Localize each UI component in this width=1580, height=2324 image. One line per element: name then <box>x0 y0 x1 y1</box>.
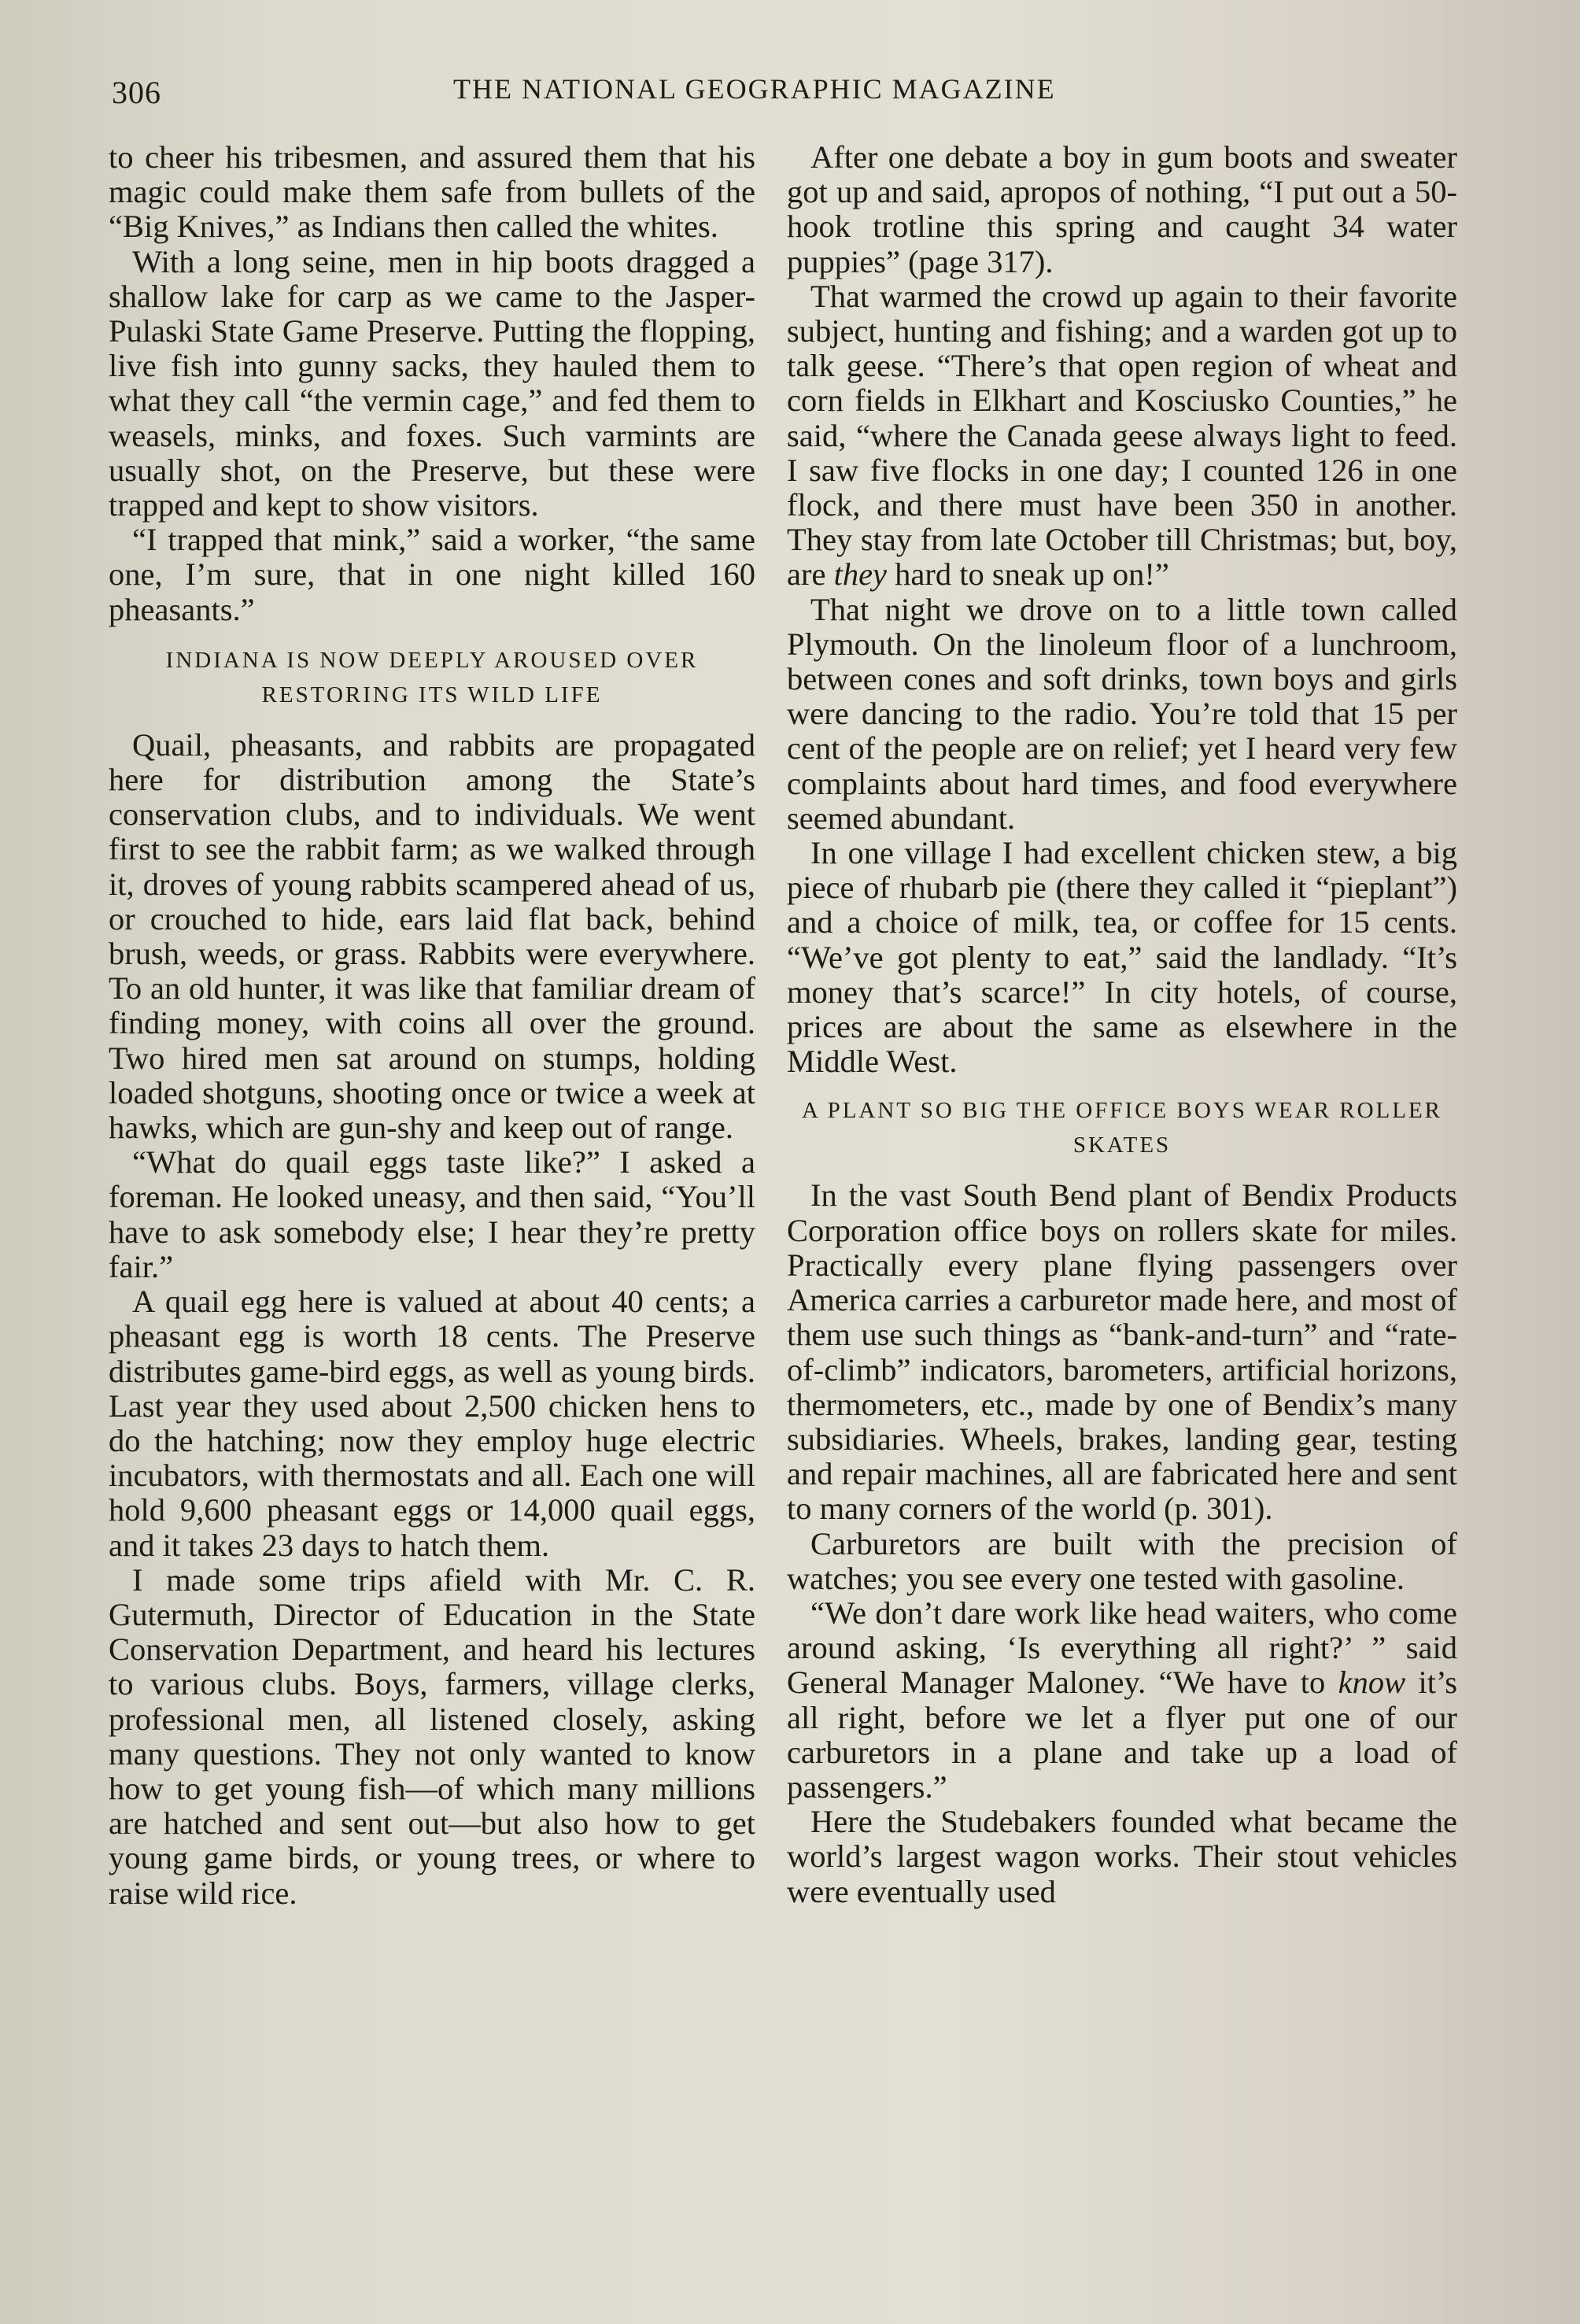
paragraph: to cheer his tribesmen, and assured them that his magic could make them safe from bullets of the “Big Knives,” as Indians then called the whites. <box>109 139 755 245</box>
paragraph-text: That warmed the crowd up again to their favorite subject, hunting and fishing; and a warden got up to talk geese. “There’s that open region of wheat and corn fields in Elkhart and Kosciusko Counties,” he said, “where the Canada geese always light to feed. I saw five flocks in one day; I counted 126 in one flock, and there must have been 350 in another. They stay from late October till Christmas; but, boy, are <box>787 278 1457 593</box>
paragraph <box>787 1596 1457 1805</box>
paragraph: Quail, pheasants, and rabbits are propagated here for distribution among the State’s conservation clubs, and to individuals. We went first to see the rabbit farm; as we walked through it, droves of young rabbits scampered ahead of us, or crouched to hide, ears laid flat back, behind brush, weeds, or grass. Rabbits were everywhere. To an old hunter, it was like that familiar dream of finding money, with coins all over the ground. Two hired men sat around on stumps, holding loaded shotguns, shooting once or twice a week at hawks, which are gun-shy and keep out of range. <box>109 726 755 1146</box>
paragraph: In one village I had excellent chicken stew, a big piece of rhubarb pie (there they called it “pieplant”) and a choice of milk, tea, or coffee for 15 cents. “We’ve got plenty to eat,” said the landlady. “It’s money that’s scarce!” In city hotels, of course, prices are about the same as elsewhere in the Middle West. <box>787 835 1457 1080</box>
left-column <box>109 140 755 1911</box>
right-column <box>787 140 1457 1909</box>
paragraph: Here the Studebakers founded what became the world’s largest wagon works. Their stout vehicles were eventually used <box>787 1804 1457 1909</box>
paragraph: Carburetors are built with the precision of watches; you see every one tested with gasoline. <box>787 1525 1457 1596</box>
page-number: 306 <box>112 75 161 110</box>
paragraph-text: “We don’t dare work like head waiters, who come around asking, ‘Is everything all right?’ ” said General Manager Maloney. “We have to <box>787 1594 1457 1701</box>
paragraph: “What do quail eggs taste like?” I asked a foreman. He looked uneasy, and then said, “You’ll have to ask somebody else; I hear they’re pretty fair.” <box>109 1144 755 1284</box>
emphasis: they <box>833 556 888 593</box>
paragraph <box>787 279 1457 593</box>
section-heading: A PLANT SO BIG THE OFFICE BOYS WEAR ROLLER SKATES <box>801 1098 1442 1158</box>
paragraph-text: hard to sneak up on!” <box>887 556 1169 593</box>
emphasis: know <box>1338 1664 1406 1701</box>
paragraph: A quail egg here is valued at about 40 cents; a pheasant egg is worth 18 cents. The Preserve distributes game-bird eggs, as well as young birds. Last year they used about 2,500 chicken hens to do the hatching; now they employ huge electric incubators, with thermostats and all. Each one will hold 9,600 pheasant eggs or 14,000 quail eggs, and it takes 23 days to hatch them. <box>109 1284 755 1563</box>
paragraph: After one debate a boy in gum boots and sweater got up and said, apropos of nothing, “I put out a 50-hook trotline this spring and caught 34 water puppies” (page 317). <box>787 139 1457 279</box>
paragraph: In the vast South Bend plant of Bendix Products Corporation office boys on rollers skate for miles. Practically every plane flying passengers over America carries a carburetor made here, and most of them use such things as “bank-and-turn” and “rate-of-climb” indicators, barometers, artificial horizons, thermometers, etc., made by one of Bendix’s many subsidiaries. Wheels, brakes, landing gear, testing and repair machines, all are fabricated here and sent to many corners of the world (p. 301). <box>787 1177 1457 1527</box>
paragraph: “I trapped that mink,” said a worker, “the same one, I’m sure, that in one night killed 160 pheasants.” <box>109 522 755 627</box>
paragraph-text: it’s all right, before we let a flyer put one of our carburetors in a plane and take up a load of passengers.” <box>787 1664 1457 1805</box>
running-title: THE NATIONAL GEOGRAPHIC MAGAZINE <box>453 73 1056 105</box>
paragraph: I made some trips afield with Mr. C. R. Gutermuth, Director of Education in the State Conservation Department, and heard his lectures to various clubs. Boys, farmers, village clerks, professional men, all listened closely, asking many questions. They not only wanted to know how to get young fish—of which many millions are hatched and sent out—but also how to get young game birds, or young trees, or where to raise wild rice. <box>109 1561 755 1911</box>
paragraph: With a long seine, men in hip boots dragged a shallow lake for carp as we came to the Jasper-Pulaski State Game Preserve. Putting the flopping, live fish into gunny sacks, they hauled them to what they call “the vermin cage,” and fed them to weasels, minks, and foxes. Such varmints are usually shot, on the Preserve, but these were trapped and kept to show visitors. <box>109 243 755 523</box>
section-heading: INDIANA IS NOW DEEPLY AROUSED OVER RESTORING ITS WILD LIFE <box>165 647 699 708</box>
page-header <box>0 68 1580 115</box>
paragraph: That night we drove on to a little town called Plymouth. On the linoleum floor of a lunchroom, between cones and soft drinks, town boys and girls were dancing to the radio. You’re told that 15 per cent of the people are on relief; yet I heard very few complaints about hard times, and food everywhere seemed abundant. <box>787 591 1457 836</box>
